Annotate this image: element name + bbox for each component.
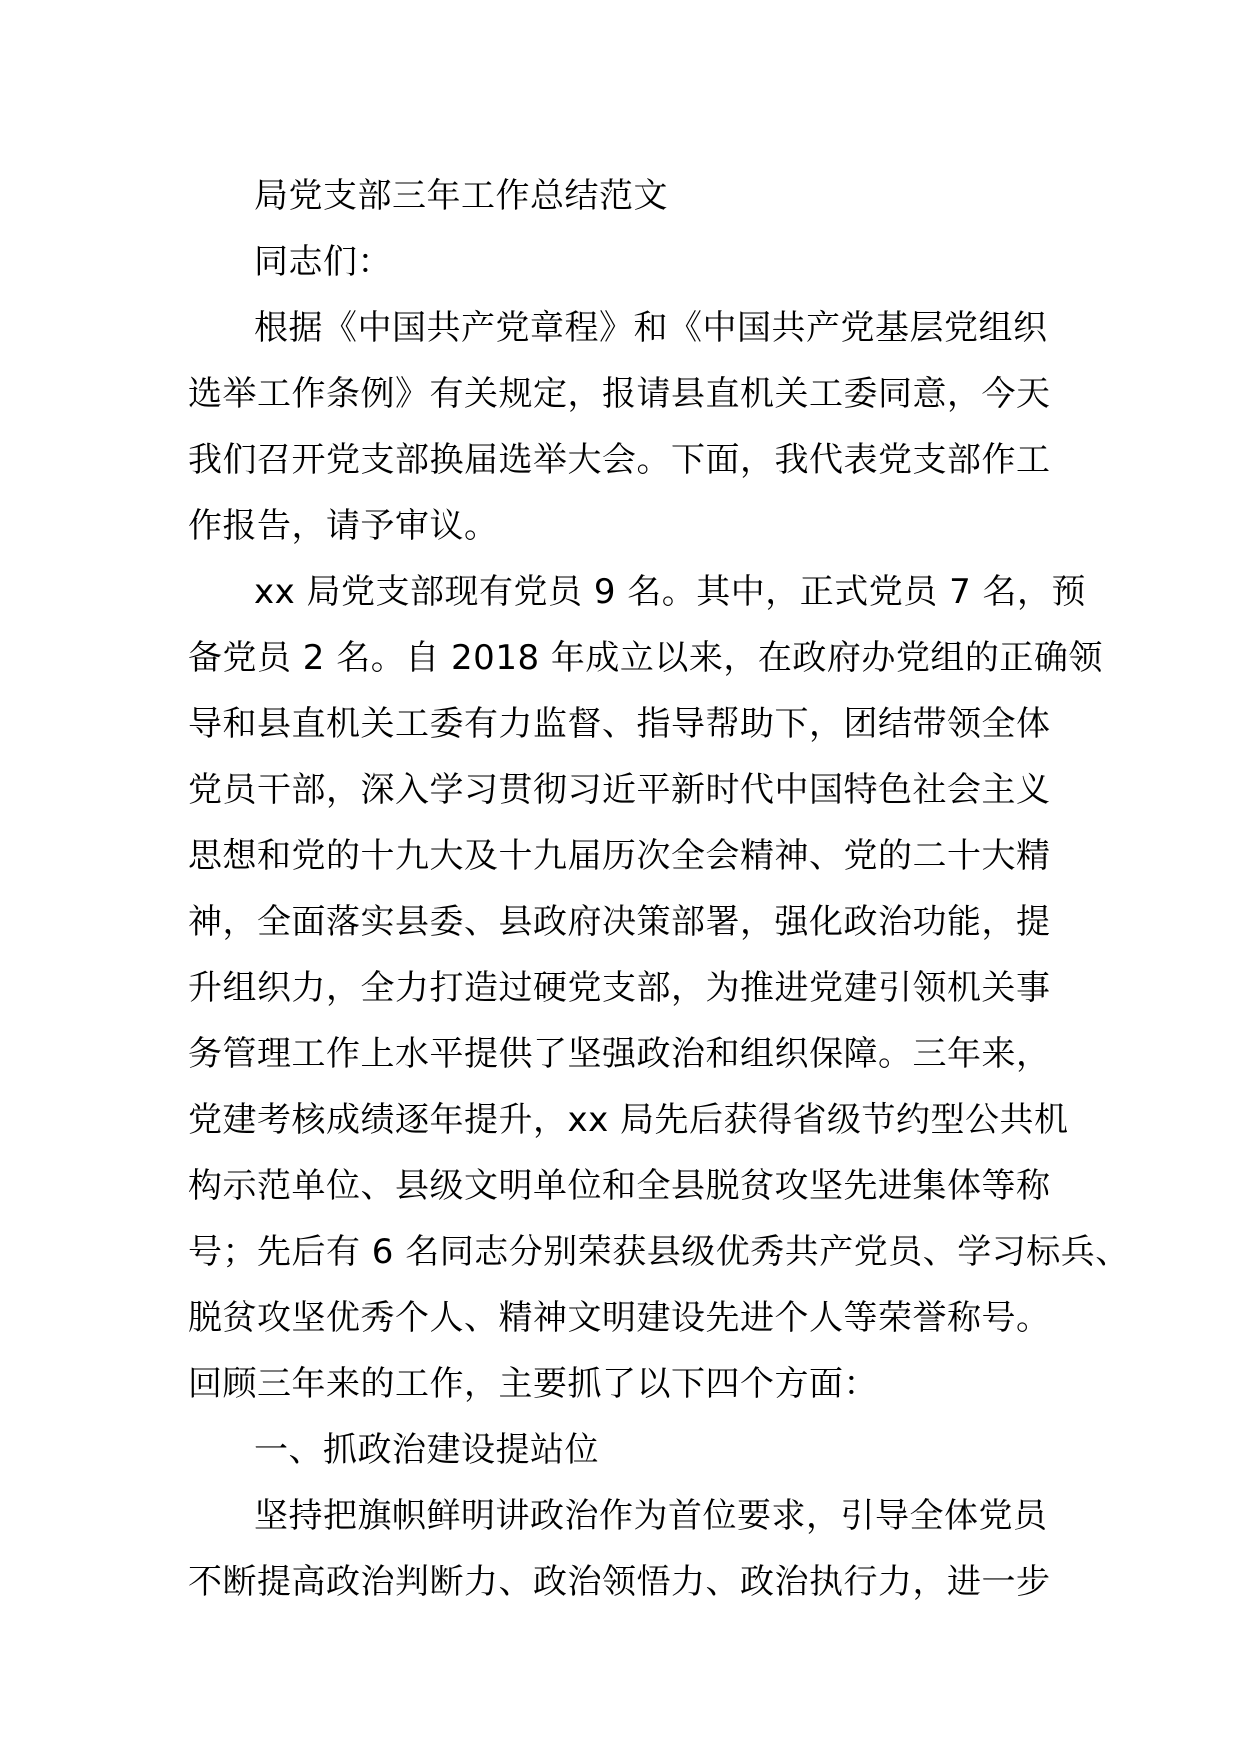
paragraph-line: 神，全面落实县委、县政府决策部署，强化政治功能，提 xyxy=(188,902,1051,942)
paragraph-line: 作报告，请予审议。 xyxy=(188,506,499,546)
paragraph-line: 选举工作条例》有关规定，报请县直机关工委同意，今天 xyxy=(188,374,1051,414)
paragraph-line: 备党员 2 名。自 2018 年成立以来，在政府办党组的正确领 xyxy=(188,638,1103,678)
paragraph-line: 务管理工作上水平提供了坚强政治和组织保障。三年来， xyxy=(188,1034,1051,1074)
paragraph-line: 回顾三年来的工作，主要抓了以下四个方面： xyxy=(188,1364,878,1404)
paragraph-line: 构示范单位、县级文明单位和全县脱贫攻坚先进集体等称 xyxy=(188,1166,1051,1206)
paragraph-line: 脱贫攻坚优秀个人、精神文明建设先进个人等荣誉称号。 xyxy=(188,1298,1051,1338)
paragraph-line: 党员干部，深入学习贯彻习近平新时代中国特色社会主义 xyxy=(188,770,1051,810)
paragraph-line: 坚持把旗帜鲜明讲政治作为首位要求，引导全体党员 xyxy=(254,1496,1048,1536)
paragraph-line: 根据《中国共产党章程》和《中国共产党基层党组织 xyxy=(254,308,1048,348)
paragraph-line: 不断提高政治判断力、政治领悟力、政治执行力，进一步 xyxy=(188,1562,1051,1602)
paragraph-line: 我们召开党支部换届选举大会。下面，我代表党支部作工 xyxy=(188,440,1051,480)
paragraph-line: 导和县直机关工委有力监督、指导帮助下，团结带领全体 xyxy=(188,704,1051,744)
paragraph-line: 号；先后有 6 名同志分别荣获县级优秀共产党员、学习标兵、 xyxy=(188,1232,1130,1272)
section-heading: 一、抓政治建设提站位 xyxy=(254,1430,599,1470)
document-title: 局党支部三年工作总结范文 xyxy=(254,176,668,216)
paragraph-line: 思想和党的十九大及十九届历次全会精神、党的二十大精 xyxy=(188,836,1051,876)
paragraph-line: 升组织力，全力打造过硬党支部，为推进党建引领机关事 xyxy=(188,968,1051,1008)
salutation: 同志们： xyxy=(254,242,392,282)
paragraph-line: xx 局党支部现有党员 9 名。其中，正式党员 7 名，预 xyxy=(254,572,1087,612)
paragraph-line: 党建考核成绩逐年提升，xx 局先后获得省级节约型公共机 xyxy=(188,1100,1069,1140)
